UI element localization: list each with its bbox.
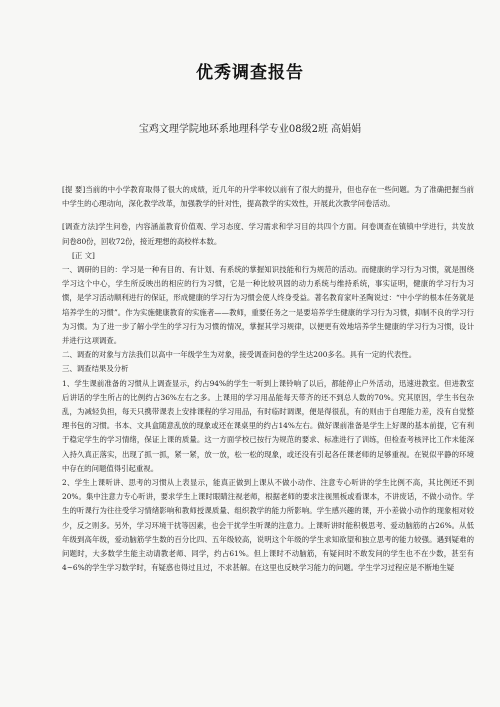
abstract-label: [提 要] <box>62 185 86 194</box>
document-body <box>62 183 474 575</box>
paragraph-subjects: 二、调查的对象与方法我们以高中一年级学生为对象，接受调查问卷的学生达200多名。具有一定的代表性。 <box>62 350 417 360</box>
author-line: 宝鸡文理学院地环系地理科学专业08级2班 高娟娟 <box>138 124 362 135</box>
method-text: 学生问卷，内容涵盖教育价值观、学习态度、学习需求和学习目的共四个方面。问卷调查在镇镇中学进行，共发放问卷80份，回收72份，接近理想的高校样本数。 <box>62 222 474 246</box>
body-label: [正 文] <box>72 250 95 260</box>
abstract-paragraph <box>62 183 474 211</box>
method-label: [调查方法] <box>62 222 98 232</box>
abstract-text: 当前的中小学教育取得了很大的成绩，近几年的升学率较以前有了很大的提升，但也存在一些问题。为了准确把握当前中学生的心理动向，深化教学改革，加强教学的针对性，提高教学的实效性，开展此次教学问卷活动。 <box>62 185 474 209</box>
paragraph-purpose: 一、调研的目的：学习是一种有目的、有计划、有系统的掌握知识技能和行为规范的活动。而健康的学习行为习惯，就是围绕学习这个中心，学生所反映出的相应的行为习惯，它是一种比较巩固的动力系统与维持系统，事实证明，健康的学习行为习惯，是学习活动顺利进行的保证，形成健康的学习行为习惯会使人终身受益。著名教育家叶圣陶说过：“中小学的根本任务就是培养学生的习惯”。作为实施健康教育的实施者——教师，重要任务之一是要培养学生健康的学习行为习惯，抑制不良的学习行为习惯。为了进一步了解小学生的学习行为习惯的情况，掌握其学习规律，以便更有效地培养学生健康的学习行为习惯，设计并进行这项调查。 <box>62 265 474 346</box>
paragraph-listening: 2、学生上课听讲、思考的习惯从上表显示，能真正做到上课从不做小动作、注意专心听讲的学生比例不高，其比例还不到20%。集中注意力专心听讲，要求学生上课时眼睛注视老师，根据老师的要求注视黑板或看课本，不讲废话，不做小动作。学生的听课行为往往受学习情绪影响和教师授课质量、组织教学的能力所影响。学生感兴趣的课，开小差做小动作的现象相对较少，反之则多。另外，学习环境干扰等因素，也会干扰学生听课的注意力。上课听讲时能积极思考、爱动脑筋的占26%。从低年级到高年级，爱动脑筋学生数的百分比四、五年级较高，说明这个年级的学生求知欲望和独立思考的能力较强。遇到疑难的问题时，大多数学生能主动请教老师、同学，约占61%。但上课时不动脑筋，有疑问时不敢发问的学生也不在少数，甚至有4~6%的学生学习数学时，有疑惑也得过且过，不求甚解。在这里也反映学习能力的问题。学生学习过程应是不断地生疑 <box>62 478 474 573</box>
page-title: 优秀调查报告 <box>196 63 304 83</box>
paragraph-results-heading: 三、调查结果及分析 <box>62 364 129 374</box>
paragraph-preparation: 1、学生课前准备的习惯从上调查显示，约占94%的学生一听到上课铃响了以后，都能停止户外活动，迅速进教室。但进教室后讲话的学生所占的比例约占36%左右之多。上课用的学习用品能每天带齐的还不到总人数的70%。究其原因，学生书包杂乱，为减轻负担，每天只携带课表上安排课程的学习用品，有时临时调课，便是得很乱，有的则由于自理能力差，没有自觉整理书包的习惯。书本、文具盒随意乱放的现象或还在课桌里的约占14%左右。做好课前准备是学生上好课的基本前提，它有利于稳定学生的学习情绪，保证上课的质量。这一方面学校已按行为规范的要求、标准进行了训练，但检查考核评比工作未能深入持久真正落实，出现了抓一抓，紧一紧，放一放，松一松的现象，或还没有引起各任课老师的足够重视。在锐似平静的环境中存在的问题值得引起重视。 <box>62 378 474 473</box>
method-paragraph <box>62 220 474 248</box>
